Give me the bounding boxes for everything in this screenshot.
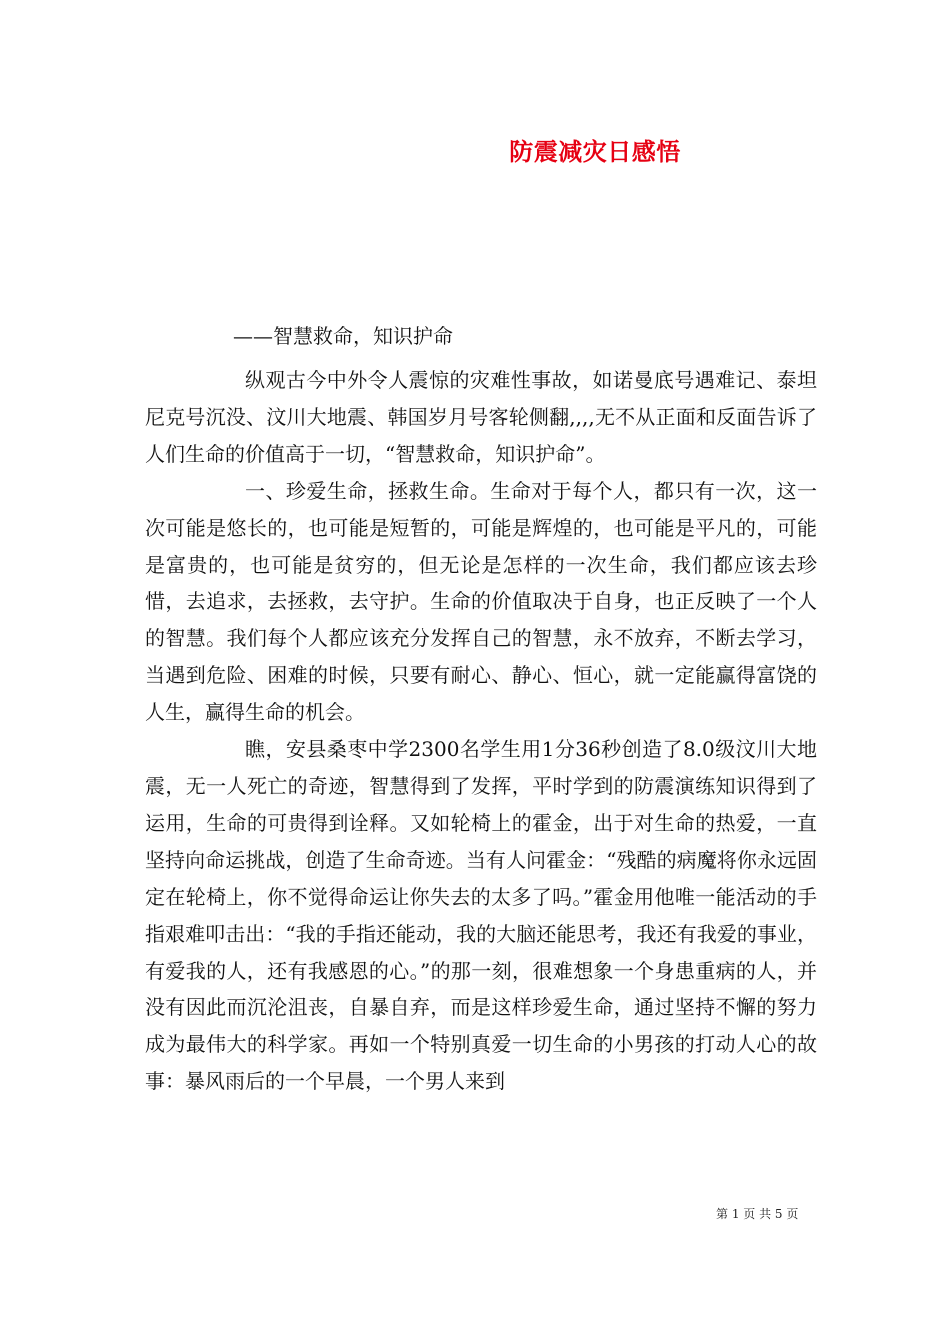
- paragraph-cherish-life: 一、珍爱生命，拯救生命。生命对于每个人，都只有一次，这一次可能是悠长的，也可能是短暂的，可能是辉煌的，也可能是平凡的，可能是富贵的，也可能是贫穷的，但无论是怎样的一次生命，我们都应该去珍惜，去追求，去拯救，去守护。生命的价值取决于自身，也正反映了一个人的智慧。我们每个人都应该充分发挥自己的智慧，永不放弃，不断去学习，当遇到危险、困难的时候，只要有耐心、静心、恒心，就一定能赢得富饶的人生，赢得生命的机会。: [145, 478, 817, 725]
- document-title: 防震减灾日感悟: [509, 137, 681, 166]
- document-subtitle: ——智慧救命，知识护命: [233, 324, 453, 348]
- page-number-footer: 第 1 页 共 5 页: [716, 1207, 799, 1221]
- paragraph-examples: 瞧，安县桑枣中学2300名学生用1分36秒创造了8.0级汶川大地震，无一人死亡的奇迹，智慧得到了发挥，平时学到的防震演练知识得到了运用，生命的可贵得到诠释。又如轮椅上的霍金，出于对生命的热爱，一直坚持向命运挑战，创造了生命奇迹。当有人问霍金：“残酷的病魔将你永远固定在轮椅上，你不觉得命运让你失去的太多了吗。”霍金用他唯一能活动的手指艰难叩击出：“我的手指还能动，我的大脑还能思考，我还有我爱的事业，有爱我的人，还有我感恩的心。”的那一刻，很难想象一个身患重病的人，并没有因此而沉沦沮丧，自暴自弃，而是这样珍爱生命，通过坚持不懈的努力成为最伟大的科学家。再如一个特别真爱一切生命的小男孩的打动人心的故事：暴风雨后的一个早晨，一个男人来到: [145, 737, 817, 1094]
- paragraph-intro: 纵观古今中外令人震惊的灾难性事故，如诺曼底号遇难记、泰坦尼克号沉没、汶川大地震、韩国岁月号客轮侧翻,,,,无不从正面和反面告诉了人们生命的价值高于一切，“智慧救命，知识护命”。: [145, 368, 817, 466]
- document-body: [145, 362, 817, 1100]
